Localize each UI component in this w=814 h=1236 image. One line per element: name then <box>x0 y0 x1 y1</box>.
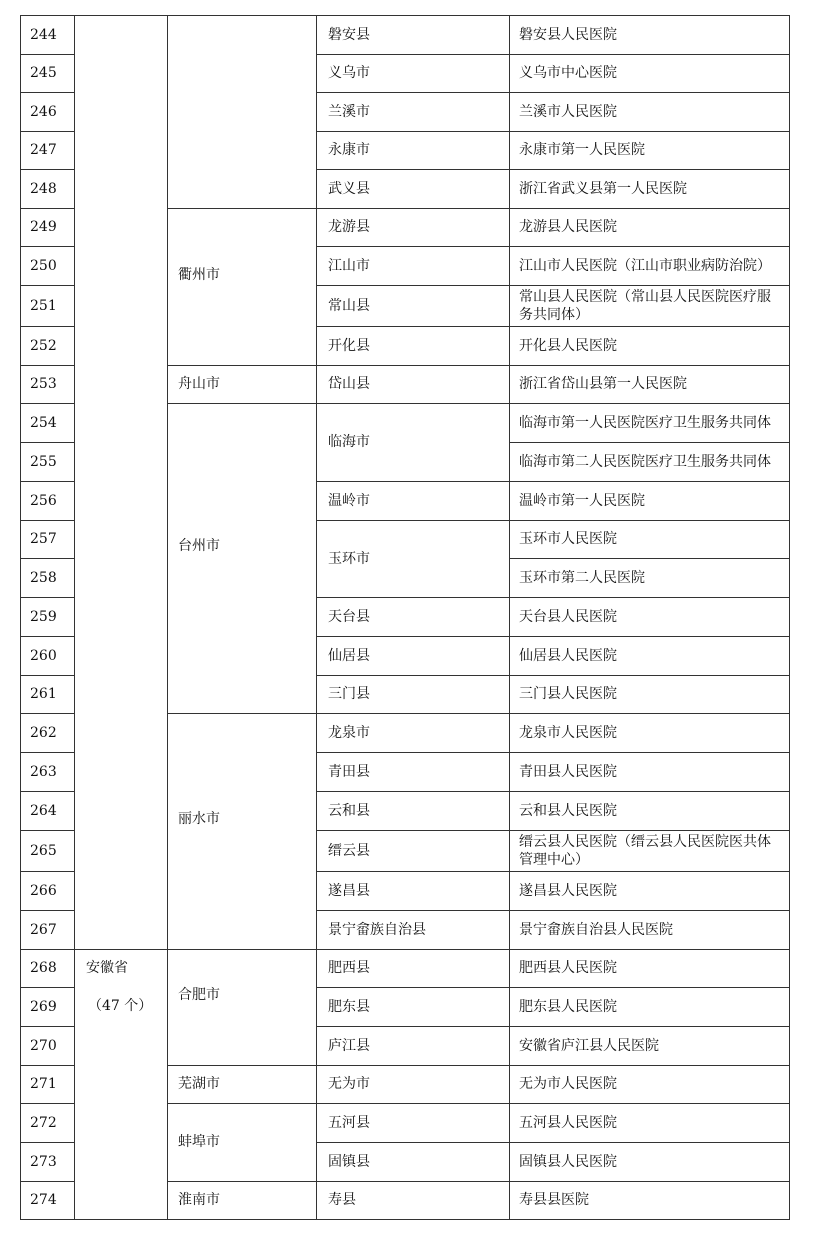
table-row-divider <box>509 597 790 598</box>
table-row-divider <box>509 1065 790 1066</box>
table-row-divider <box>316 1181 509 1182</box>
table-row-divider <box>20 442 74 443</box>
city-name: 舟山市 <box>178 376 220 392</box>
hospital-name: 磐安县人民医院 <box>519 26 617 43</box>
table-row-divider <box>20 636 74 637</box>
table-row-divider <box>20 285 74 286</box>
city-name: 台州市 <box>178 538 220 554</box>
table-column-divider <box>509 15 510 1220</box>
table-row-divider <box>74 949 167 950</box>
hospital-name: 固镇县人民医院 <box>519 1153 617 1170</box>
table-row-divider <box>316 92 509 93</box>
table-row-divider <box>20 597 74 598</box>
hospital-name: 义乌市中心医院 <box>519 65 617 81</box>
county-name: 江山市 <box>328 257 370 274</box>
table-row-divider <box>316 403 509 404</box>
table-row-divider <box>20 1219 790 1220</box>
city-name: 丽水市 <box>178 811 220 827</box>
province-count: （47 个） <box>88 998 153 1014</box>
county-name: 肥西县 <box>328 960 370 976</box>
table-row-divider <box>509 987 790 988</box>
county-name: 景宁畲族自治县 <box>328 921 426 938</box>
table-row-divider <box>20 1181 74 1182</box>
county-name: 磐安县 <box>328 26 370 43</box>
county-name: 天台县 <box>328 608 370 625</box>
table-row-divider <box>509 1103 790 1104</box>
table-row-divider <box>20 791 74 792</box>
table-row-divider <box>20 169 74 170</box>
county-name: 龙游县 <box>328 219 370 235</box>
hospital-name: 青田县人民医院 <box>519 763 617 780</box>
hospital-list-table <box>20 15 789 1219</box>
table-column-divider <box>316 15 317 1220</box>
hospital-name: 云和县人民医院 <box>519 802 617 819</box>
county-name: 义乌市 <box>328 65 370 81</box>
table-row-divider <box>167 1103 316 1104</box>
table-row-divider <box>316 54 509 55</box>
table-row-divider <box>509 54 790 55</box>
table-column-divider <box>74 15 75 1220</box>
row-number: 250 <box>30 257 57 274</box>
county-name: 仙居县 <box>328 647 370 664</box>
hospital-name: 无为市人民医院 <box>519 1076 617 1092</box>
table-row-divider <box>20 520 74 521</box>
table-row-divider <box>20 987 74 988</box>
row-number: 252 <box>30 337 57 354</box>
county-name: 常山县 <box>328 297 370 314</box>
county-name: 肥东县 <box>328 998 370 1015</box>
table-row-divider <box>167 1065 316 1066</box>
county-name: 温岭市 <box>328 492 370 509</box>
table-row-divider <box>509 285 790 286</box>
row-number: 257 <box>30 531 57 547</box>
table-row-divider <box>509 791 790 792</box>
table-row-divider <box>509 675 790 676</box>
table-row-divider <box>316 1142 509 1143</box>
table-row-divider <box>20 949 74 950</box>
table-row-divider <box>20 246 74 247</box>
table-row-divider <box>20 830 74 831</box>
row-number: 263 <box>30 763 57 780</box>
table-row-divider <box>509 520 790 521</box>
table-row-divider <box>316 791 509 792</box>
table-column-divider <box>789 15 790 1220</box>
table-row-divider <box>509 949 790 950</box>
hospital-name: 兰溪市人民医院 <box>519 103 617 120</box>
table-row-divider <box>20 1103 74 1104</box>
table-row-divider <box>20 558 74 559</box>
table-row-divider <box>509 1026 790 1027</box>
table-row-divider <box>316 481 509 482</box>
table-row-divider <box>316 246 509 247</box>
table-row-divider <box>316 1103 509 1104</box>
hospital-name: 温岭市第一人民医院 <box>519 492 645 509</box>
table-row-divider <box>20 1142 74 1143</box>
table-row-divider <box>316 208 509 209</box>
table-row-divider <box>20 713 74 714</box>
county-name: 云和县 <box>328 802 370 819</box>
city-name: 合肥市 <box>178 987 220 1003</box>
table-row-divider <box>20 1065 74 1066</box>
county-name: 缙云县 <box>328 842 370 859</box>
table-row-divider <box>509 403 790 404</box>
row-number: 269 <box>30 998 57 1015</box>
table-row-divider <box>20 92 74 93</box>
hospital-name: 玉环市第二人民医院 <box>519 569 645 586</box>
table-row-divider <box>509 326 790 327</box>
table-row-divider <box>316 326 509 327</box>
row-number: 270 <box>30 1037 57 1054</box>
row-number: 248 <box>30 180 57 197</box>
table-row-divider <box>316 1026 509 1027</box>
row-number: 260 <box>30 647 57 664</box>
table-column-divider <box>20 15 21 1220</box>
county-name: 玉环市 <box>328 550 370 567</box>
row-number: 251 <box>30 297 57 314</box>
table-row-divider <box>316 910 509 911</box>
table-row-divider <box>509 169 790 170</box>
county-name: 寿县 <box>328 1192 356 1208</box>
table-row-divider <box>509 1142 790 1143</box>
table-row-divider <box>20 208 74 209</box>
table-row-divider <box>316 636 509 637</box>
table-row-divider <box>316 987 509 988</box>
hospital-name: 龙泉市人民医院 <box>519 724 617 741</box>
county-name: 庐江县 <box>328 1037 370 1054</box>
table-row-divider <box>509 246 790 247</box>
table-row-divider <box>509 92 790 93</box>
hospital-name: 常山县人民医院（常山县人民医院医疗服务共同体） <box>519 288 771 323</box>
table-row-divider <box>20 326 74 327</box>
table-row-divider <box>316 365 509 366</box>
table-column-divider <box>167 15 168 1220</box>
hospital-name: 龙游县人民医院 <box>519 219 617 235</box>
table-row-divider <box>20 752 74 753</box>
table-row-divider <box>316 675 509 676</box>
hospital-name: 开化县人民医院 <box>519 337 617 354</box>
table-row-divider <box>509 131 790 132</box>
city-name: 芜湖市 <box>178 1076 220 1092</box>
row-number: 267 <box>30 921 57 938</box>
table-row-divider <box>316 949 509 950</box>
hospital-name: 江山市人民医院（江山市职业病防治院） <box>519 257 771 274</box>
row-number: 253 <box>30 376 57 392</box>
table-row-divider <box>20 871 74 872</box>
table-row-divider <box>509 830 790 831</box>
row-number: 271 <box>30 1076 57 1092</box>
hospital-name: 临海市第一人民医院医疗卫生服务共同体 <box>519 414 771 431</box>
table-row-divider <box>20 54 74 55</box>
county-name: 兰溪市 <box>328 103 370 120</box>
table-row-divider <box>509 481 790 482</box>
county-name: 开化县 <box>328 337 370 354</box>
table-row-divider <box>316 713 509 714</box>
table-row-divider <box>316 169 509 170</box>
table-row-divider <box>316 830 509 831</box>
row-number: 273 <box>30 1153 57 1170</box>
table-row-divider <box>167 403 316 404</box>
table-row-divider <box>509 713 790 714</box>
row-number: 272 <box>30 1114 57 1131</box>
county-name: 三门县 <box>328 686 370 702</box>
county-name: 龙泉市 <box>328 724 370 741</box>
table-row-divider <box>20 481 74 482</box>
row-number: 264 <box>30 802 57 819</box>
table-row-divider <box>316 520 509 521</box>
table-row-divider <box>167 713 316 714</box>
table-row-divider <box>316 131 509 132</box>
table-row-divider <box>316 597 509 598</box>
table-row-divider <box>316 1065 509 1066</box>
row-number: 268 <box>30 960 57 976</box>
row-number: 262 <box>30 724 57 741</box>
county-name: 无为市 <box>328 1076 370 1092</box>
row-number: 244 <box>30 26 57 43</box>
table-row-divider <box>316 871 509 872</box>
row-number: 265 <box>30 842 57 859</box>
row-number: 256 <box>30 492 57 509</box>
table-row-divider <box>20 1026 74 1027</box>
table-row-divider <box>509 442 790 443</box>
county-name: 永康市 <box>328 142 370 158</box>
table-row-divider <box>509 636 790 637</box>
row-number: 247 <box>30 142 57 158</box>
table-row-divider <box>316 285 509 286</box>
row-number: 261 <box>30 686 57 702</box>
hospital-name: 玉环市人民医院 <box>519 531 617 547</box>
hospital-name: 永康市第一人民医院 <box>519 142 645 158</box>
table-row-divider <box>20 131 74 132</box>
row-number: 255 <box>30 453 57 470</box>
table-row-divider <box>167 1181 316 1182</box>
hospital-name: 五河县人民医院 <box>519 1114 617 1131</box>
county-name: 武义县 <box>328 180 370 197</box>
table-row-divider <box>167 365 316 366</box>
table-row-divider <box>509 910 790 911</box>
county-name: 五河县 <box>328 1114 370 1131</box>
city-name: 淮南市 <box>178 1192 220 1208</box>
table-row-divider <box>509 871 790 872</box>
hospital-name: 安徽省庐江县人民医院 <box>519 1037 659 1054</box>
county-name: 青田县 <box>328 763 370 780</box>
table-row-divider <box>509 752 790 753</box>
hospital-name: 肥东县人民医院 <box>519 998 617 1015</box>
row-number: 254 <box>30 414 57 431</box>
table-row-divider <box>316 752 509 753</box>
table-row-divider <box>20 910 74 911</box>
hospital-name: 浙江省武义县第一人民医院 <box>519 180 687 197</box>
table-row-divider <box>167 208 316 209</box>
table-row-divider <box>20 365 74 366</box>
row-number: 258 <box>30 569 57 586</box>
hospital-name: 景宁畲族自治县人民医院 <box>519 921 673 938</box>
table-row-divider <box>509 558 790 559</box>
hospital-name: 寿县县医院 <box>519 1192 589 1208</box>
hospital-name: 仙居县人民医院 <box>519 647 617 664</box>
city-name: 蚌埠市 <box>178 1134 220 1150</box>
row-number: 249 <box>30 219 57 235</box>
table-row-divider <box>167 949 316 950</box>
province-name: 安徽省 <box>86 960 128 976</box>
county-name: 临海市 <box>328 434 370 450</box>
table-row-divider <box>20 403 74 404</box>
county-name: 固镇县 <box>328 1153 370 1170</box>
row-number: 259 <box>30 608 57 625</box>
hospital-name: 肥西县人民医院 <box>519 960 617 976</box>
row-number: 246 <box>30 103 57 120</box>
hospital-name: 浙江省岱山县第一人民医院 <box>519 376 687 392</box>
table-row-divider <box>509 1181 790 1182</box>
county-name: 遂昌县 <box>328 882 370 899</box>
hospital-name: 天台县人民医院 <box>519 608 617 625</box>
hospital-name: 缙云县人民医院（缙云县人民医院医共体管理中心） <box>519 833 771 868</box>
row-number: 274 <box>30 1192 57 1208</box>
row-number: 266 <box>30 882 57 899</box>
hospital-name: 遂昌县人民医院 <box>519 882 617 899</box>
row-number: 245 <box>30 65 57 81</box>
table-row-divider <box>509 365 790 366</box>
table-row-divider <box>509 208 790 209</box>
county-name: 岱山县 <box>328 376 370 392</box>
table-row-divider <box>20 675 74 676</box>
hospital-name: 三门县人民医院 <box>519 686 617 702</box>
city-name: 衢州市 <box>178 266 220 283</box>
table-row-divider <box>20 15 790 16</box>
hospital-name: 临海市第二人民医院医疗卫生服务共同体 <box>519 453 771 470</box>
